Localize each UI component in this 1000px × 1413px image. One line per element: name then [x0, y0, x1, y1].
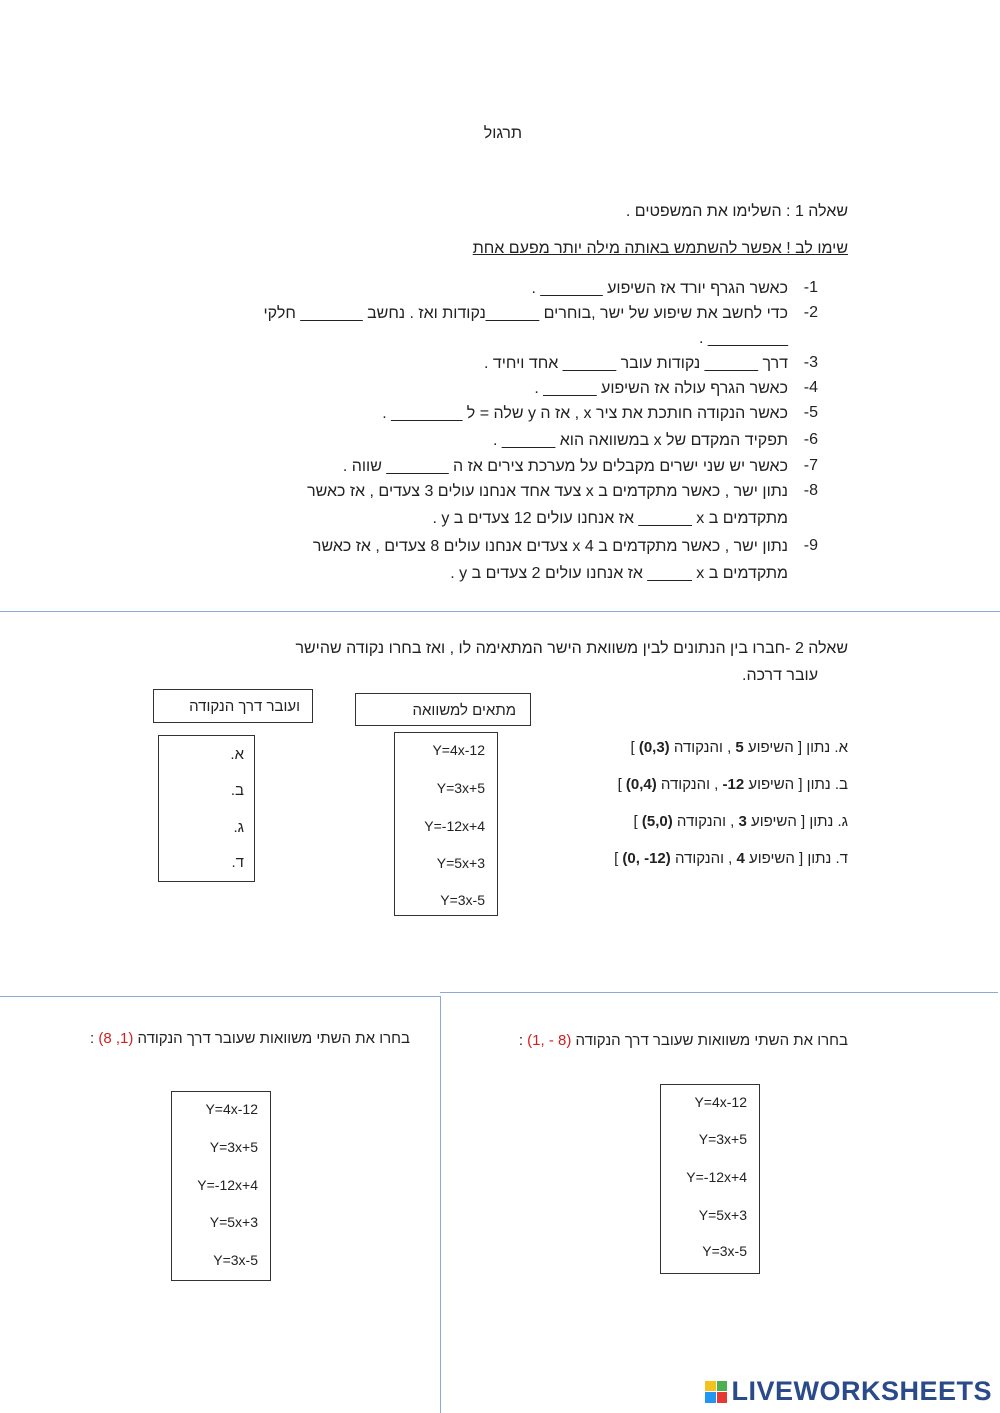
q3-right-prompt-text: בחרו את השתי משוואות שעובר דרך הנקודה: [575, 1032, 848, 1049]
given-suffix: ]: [630, 739, 639, 756]
logo-square-red: [717, 1392, 728, 1403]
q2-letter-b[interactable]: ב.: [230, 782, 244, 799]
q3-right-eq-3[interactable]: Y=-12x+4: [686, 1169, 747, 1185]
q2-header-line2: עובר דרכה.: [742, 667, 818, 684]
q3-left-equations-box[interactable]: [171, 1091, 271, 1281]
q1-item-2b: _________ .: [699, 330, 788, 347]
q1-note: שימו לב ! אפשר להשתמש באותה מילה יותר מפעם אחת: [472, 240, 848, 257]
q1-item-4: כאשר הגרף עולה אז השיפוע ______ .: [534, 380, 788, 397]
q2-equation-label: מתאים למשוואה: [412, 702, 516, 719]
q2-eq-5[interactable]: Y=3x-5: [440, 892, 485, 908]
q1-item-3: דרך ______ נקודות עובר ______ אחד ויחיד .: [484, 355, 788, 372]
q2-point-label: ועובר דרך הנקודה: [189, 698, 300, 715]
q1-item-8b: מתקדמים ב x ______ אז אנחנו עולים 12 צעדים ב y .: [432, 510, 788, 527]
q2-given-c: [634, 813, 848, 830]
divider-q3-vertical: [440, 996, 441, 1413]
given-point: (12- ,0): [622, 850, 671, 867]
q3-left-point: (1, 8): [98, 1030, 134, 1047]
q3-right-eq-4[interactable]: Y=5x+3: [698, 1207, 747, 1223]
given-prefix: ג. נתון [ השיפוע: [746, 813, 848, 830]
given-point: (5,0): [641, 813, 673, 830]
given-middle: , והנקודה: [656, 776, 723, 793]
q2-eq-2[interactable]: Y=3x+5: [436, 780, 485, 796]
q2-letter-c[interactable]: ג.: [233, 819, 244, 836]
page-title: תרגול: [483, 125, 522, 142]
q1-num-8: -8: [803, 482, 818, 499]
q2-equation-label-box: [355, 693, 531, 726]
q1-num-1: -1: [803, 279, 818, 296]
q3-left-prompt-text: בחרו את השתי משוואות שעובר דרך הנקודה: [137, 1030, 410, 1047]
q3-right-eq-2[interactable]: Y=3x+5: [698, 1131, 747, 1147]
q3-right-eq-1[interactable]: Y=4x-12: [694, 1094, 747, 1110]
q1-item-5: כאשר הנקודה חותכת את ציר x , אז ה y שלה = ל ________ .: [382, 405, 788, 422]
given-prefix: ד. נתון [ השיפוע: [744, 850, 848, 867]
given-middle: , והנקודה: [670, 850, 737, 867]
q1-header: שאלה 1 : השלימו את המשפטים .: [625, 203, 848, 220]
given-middle: , והנקודה: [669, 739, 736, 756]
given-slope: 5: [735, 739, 744, 756]
q1-num-7: -7: [803, 457, 818, 474]
q1-num-4: -4: [803, 379, 818, 396]
logo-text: LIVEWORKSHEETS: [731, 1376, 992, 1406]
q2-eq-3[interactable]: Y=-12x+4: [424, 818, 485, 834]
q3-right-equations-box[interactable]: [660, 1084, 760, 1274]
q1-item-1: כאשר הגרף יורד אז השיפוע _______ .: [531, 280, 788, 297]
q3-right-colon: :: [518, 1032, 523, 1049]
q1-item-9b: מתקדמים ב x _____ אז אנחנו עולים 2 צעדים ב y .: [450, 565, 788, 582]
q2-letter-a[interactable]: א.: [230, 746, 244, 763]
given-middle: , והנקודה: [672, 813, 739, 830]
q3-left-eq-1[interactable]: Y=4x-12: [205, 1101, 258, 1117]
q1-num-5: -5: [803, 404, 818, 421]
q2-letter-d[interactable]: ד.: [231, 854, 244, 871]
q3-left-eq-4[interactable]: Y=5x+3: [209, 1214, 258, 1230]
q3-left-eq-5[interactable]: Y=3x-5: [213, 1252, 258, 1268]
given-point: (0,4): [625, 776, 657, 793]
q2-given-b: [618, 776, 848, 793]
divider-q2-q3-left: [0, 996, 440, 997]
q1-item-6: תפקיד המקדם של x במשוואה הוא ______ .: [493, 432, 788, 449]
q2-letters-box[interactable]: [158, 735, 255, 882]
q3-right-eq-5[interactable]: Y=3x-5: [702, 1243, 747, 1259]
q2-header-line1: שאלה 2 -חברו בין הנתונים לבין משוואת הישר המתאימה לו , ואז בחרו נקודה שהישר: [295, 640, 848, 657]
given-slope: 4: [736, 850, 745, 867]
given-point: (0,3): [638, 739, 670, 756]
q2-given-a: [630, 739, 848, 756]
logo-square-blue: [705, 1392, 716, 1403]
q3-left-prompt: [90, 1030, 410, 1047]
q3-left-eq-2[interactable]: Y=3x+5: [209, 1139, 258, 1155]
given-suffix: ]: [614, 850, 623, 867]
q1-num-3: -3: [803, 354, 818, 371]
given-slope: 3: [738, 813, 747, 830]
logo-square-yellow: [705, 1381, 716, 1392]
q1-item-7: כאשר יש שני ישרים מקבלים על מערכת צירים אז ה _______ שווה .: [342, 458, 788, 475]
q3-right-point: (8 - ,1): [527, 1032, 572, 1049]
given-prefix: א. נתון [ השיפוע: [743, 739, 848, 756]
logo-square-green: [717, 1381, 728, 1392]
q3-left-eq-3[interactable]: Y=-12x+4: [197, 1177, 258, 1193]
q2-eq-4[interactable]: Y=5x+3: [436, 855, 485, 871]
given-slope: 12-: [722, 776, 745, 793]
q3-right-prompt: [519, 1032, 848, 1049]
q1-item-2: כדי לחשב את שיפוע של ישר ,בוחרים ______נקודות ואז . נחשב _______ חלקי: [263, 305, 788, 322]
q1-item-9: נתון ישר , כאשר מתקדמים ב x 4 צעדים אנחנו עולים 8 צעדים , אז כאשר: [312, 538, 788, 555]
divider-q2-q3-right: [440, 992, 998, 993]
q1-item-8: נתון ישר , כאשר מתקדמים ב x צעד אחד אנחנו עולים 3 צעדים , אז כאשר: [307, 483, 788, 500]
q2-point-label-box: [153, 689, 313, 723]
q1-num-6: -6: [803, 431, 818, 448]
divider-q1-q2: [0, 611, 1000, 612]
given-suffix: ]: [617, 776, 626, 793]
q2-given-d: [614, 850, 848, 867]
logo-grid-icon: [705, 1381, 727, 1403]
q3-left-colon: :: [89, 1030, 95, 1047]
given-suffix: ]: [633, 813, 642, 830]
q1-num-2: -2: [803, 304, 818, 321]
given-prefix: ב. נתון [ השיפוע: [744, 776, 848, 793]
liveworksheets-logo: [705, 1376, 992, 1407]
q1-num-9: -9: [803, 537, 818, 554]
q2-eq-1[interactable]: Y=4x-12: [432, 742, 485, 758]
q2-equations-box[interactable]: [394, 732, 498, 916]
